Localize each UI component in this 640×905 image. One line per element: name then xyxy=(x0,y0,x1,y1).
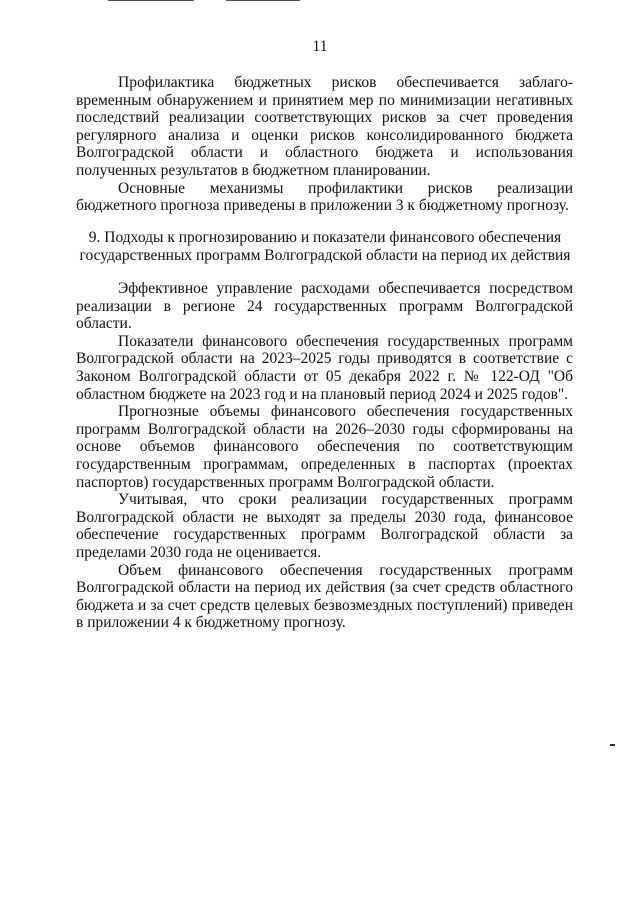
paragraph-expense-management: Эффективное управление расходами обеспечивается посредством реализации в регионе 24 государственных программ Волгоградской области. xyxy=(76,280,573,333)
top-edge-mark-right xyxy=(226,0,300,1)
margin-mark xyxy=(610,744,615,746)
paragraph-financing-volume-appendix: Объем финансового обеспечения государственных программ Волгоградской области на период их действия (за счет средств областного бюджета и за счет средств целевых безвозмездных поступлений) приведен в приложении 4 к бюджетному прогнозу. xyxy=(76,561,573,632)
page-number: 11 xyxy=(312,38,328,55)
paragraph-risk-mechanisms: Основные механизмы профилактики рисков реализации бюджетного прогноза приведены в приложении 3 к бюджетному прогнозу. xyxy=(76,179,573,215)
paragraph-implementation-terms: Учитывая, что сроки реализации государственных программ Волгоградской области не выходят за пределы 2030 года, финансовое обеспечение государственных программ Волгоградской области за пределами 2030 года не оценивается. xyxy=(76,491,573,561)
section-9-text xyxy=(76,280,573,632)
top-edge-mark-left xyxy=(108,0,194,1)
heading-line-2: государственных программ Волгоградской области на период их действия xyxy=(79,247,571,264)
section-9-heading xyxy=(60,229,590,265)
paragraph-forecast-volumes-2026-2030: Прогнозные объемы финансового обеспечения государственных программ Волгоградской области на 2026–2030 годы сформированы на основе объемов финансового обеспечения по соответствующим государственным программам, определенных в паспортах (проектах паспортов) государственных программ Волгоградской области. xyxy=(76,403,573,491)
paragraph-financing-indicators-2023-2025: Показатели финансового обеспечения государственных программ Волгоградской области на 2023–2025 годы приводятся в соответствие с Законом Волгоградской области от 05 декабря 2022 г. № 122-ОД "Об областном бюджете на 2023 год и на плановый период 2024 и 2025 годов". xyxy=(76,332,573,403)
section-1-text xyxy=(76,74,573,215)
paragraph-budget-risk-prevention: Профилактика бюджетных рисков обеспечивается заблаго-временным обнаружением и принятием мер по минимизации негативных последствий реализации соответствующих рисков за счет проведения регулярного анализа и оценки рисков консолидированного бюджета Волгоградской области и областного бюджета и использования полученных результатов в бюджетном планировании. xyxy=(76,74,573,179)
heading-line-1: 9. Подходы к прогнозированию и показатели финансового обеспечения xyxy=(88,229,562,246)
